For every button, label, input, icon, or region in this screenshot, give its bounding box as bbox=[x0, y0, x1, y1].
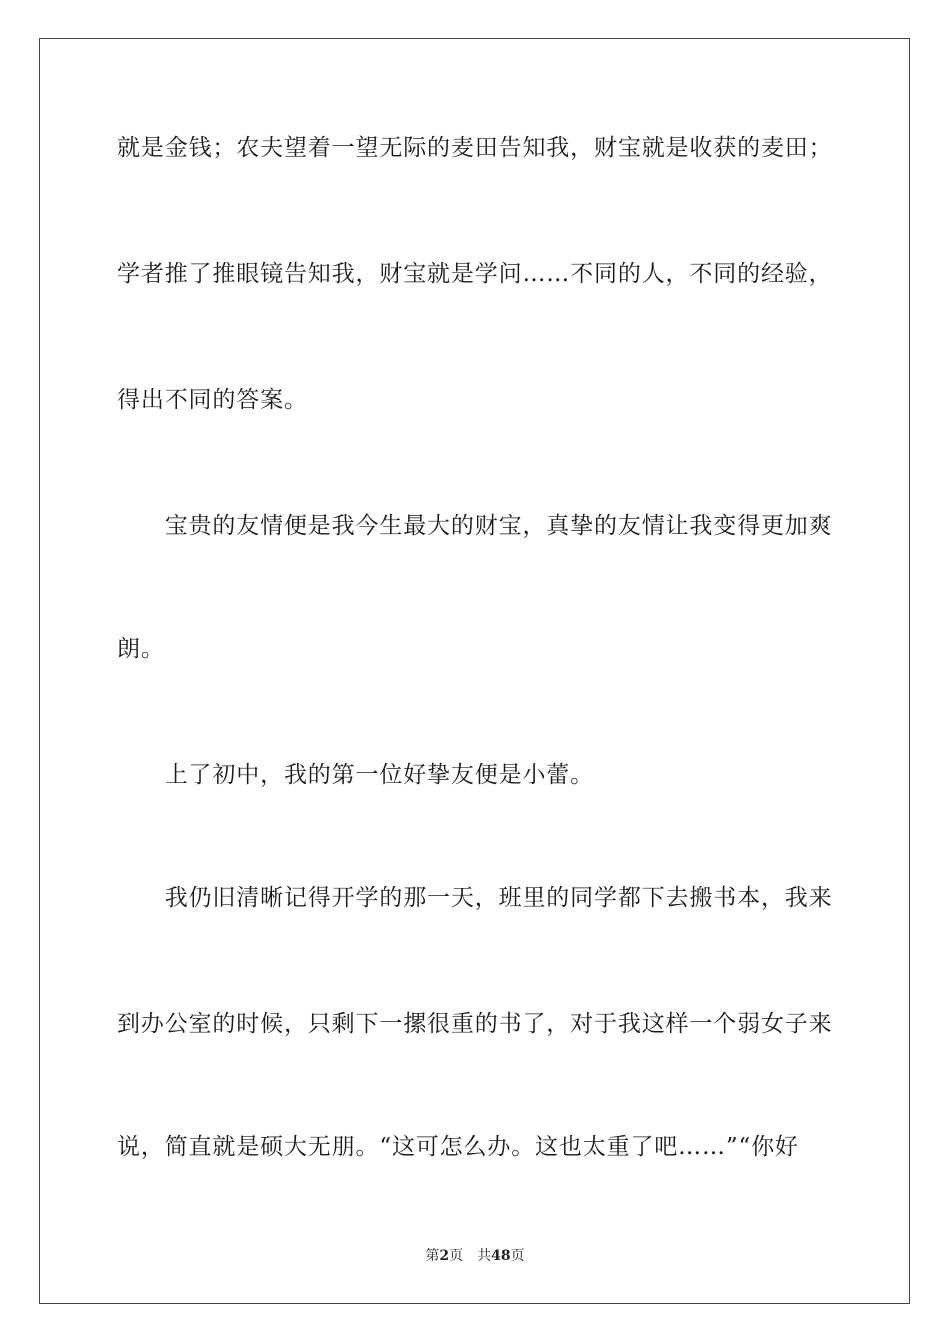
page-border bbox=[39, 38, 910, 1304]
text-line: 就是金钱；农夫望着一望无际的麦田告知我，财宝就是收获的麦田； bbox=[117, 135, 833, 161]
text-line: 到办公室的时候，只剩下一摞很重的书了，对于我这样一个弱女子来 bbox=[117, 1011, 833, 1037]
total-pages-number: 48 bbox=[491, 1248, 511, 1264]
page-label-suffix: 页 bbox=[449, 1248, 464, 1264]
text-line: 说，简直就是硕大无朋。“这可怎么办。这也太重了吧……”“你好 bbox=[117, 1134, 799, 1160]
text-line: 朗。 bbox=[117, 636, 165, 662]
page-label-prefix: 第 bbox=[425, 1248, 440, 1264]
total-label-prefix: 共 bbox=[477, 1248, 492, 1264]
text-line: 得出不同的答案。 bbox=[117, 387, 308, 413]
total-label-suffix: 页 bbox=[510, 1248, 525, 1264]
paragraph-start: 宝贵的友情便是我今生最大的财宝，真挚的友情让我变得更加爽 bbox=[117, 513, 833, 539]
text-line: 学者推了推眼镜告知我，财宝就是学问……不同的人，不同的经验， bbox=[117, 261, 833, 287]
current-page-number: 2 bbox=[439, 1248, 450, 1264]
paragraph-start: 上了初中，我的第一位好挚友便是小蕾。 bbox=[117, 762, 594, 788]
paragraph-start: 我仍旧清晰记得开学的那一天，班里的同学都下去搬书本，我来 bbox=[117, 885, 833, 911]
page-footer bbox=[0, 1247, 950, 1265]
